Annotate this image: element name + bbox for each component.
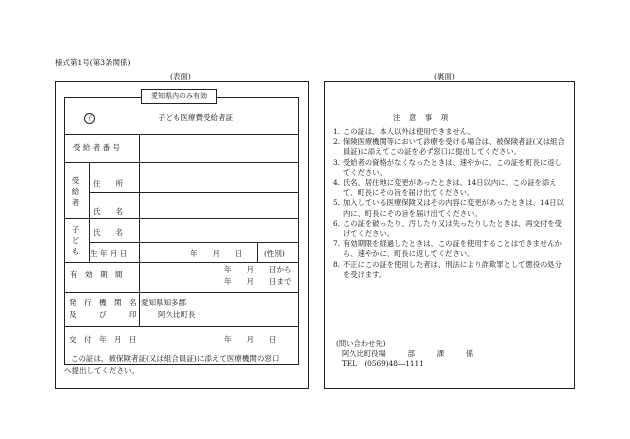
recipient-vertical-label: 受 給 者 bbox=[71, 176, 80, 207]
precaution-number: 8. bbox=[333, 259, 340, 269]
precaution-number: 2. bbox=[333, 137, 340, 147]
recipient-number-label: 受 給 者 番 号 bbox=[73, 143, 121, 152]
precaution-item bbox=[333, 137, 569, 157]
back-side-caption: (裏面) bbox=[434, 72, 455, 81]
inquiry-tel: TEL (0569)48―1111 bbox=[342, 359, 424, 369]
precaution-text: 加入している医療保険又はその内容に変更があったときは、14日以内に、町長にその旨を届け出てください。 bbox=[343, 198, 564, 218]
precaution-text: この証は、本人以外は使用できません。 bbox=[343, 127, 475, 136]
footer-note-line2: へ提出してください。 bbox=[64, 366, 139, 375]
child-name-label: 氏 名 bbox=[93, 228, 123, 237]
precautions-list bbox=[333, 127, 569, 280]
valid-in-aichi-only-tag: 愛知県内のみ有効 bbox=[141, 89, 217, 104]
validity-from: 年 月 日から bbox=[224, 265, 292, 274]
child-mark-icon: 子 bbox=[84, 113, 95, 124]
issuer-line2: 阿久比町長 bbox=[158, 310, 196, 319]
precaution-text: 氏名、居住地に変更があったときは、14日以内に、この証を添えて、町長にその旨を届け出てください。 bbox=[343, 178, 557, 198]
issue-date-label: 交 付 年 月 日 bbox=[69, 335, 137, 344]
precaution-number: 7. bbox=[333, 239, 340, 249]
precaution-text: 有効期限を経過したときは、この証を使用することはできませんから、速やかに、町長に返してください。 bbox=[343, 239, 562, 259]
precaution-number: 1. bbox=[333, 127, 340, 136]
precaution-item bbox=[333, 178, 569, 198]
front-side-caption: (表面) bbox=[170, 72, 191, 81]
precaution-number: 6. bbox=[333, 218, 340, 228]
inquiry-block bbox=[336, 339, 473, 370]
inquiry-label: (問い合わせ先) bbox=[336, 339, 386, 348]
birthdate-label: 生 年 月 日 bbox=[90, 249, 128, 258]
footer-note-line1: この証は、被保険者証(又は組合員証)に添えて医療機関の窓口 bbox=[71, 354, 280, 363]
precaution-item bbox=[333, 239, 569, 259]
issuer-label-line1: 発 行 機 関 名 bbox=[69, 298, 137, 307]
recipient-name-label: 氏 名 bbox=[93, 207, 123, 216]
precaution-item bbox=[333, 198, 569, 218]
issue-date-value: 年 月 日 bbox=[224, 335, 277, 344]
issuer-label-line2: 及 び 印 bbox=[69, 310, 137, 319]
precaution-number: 4. bbox=[333, 178, 340, 188]
precaution-number: 5. bbox=[333, 198, 340, 208]
precaution-text: 保険医療機関等において診療を受ける場合は、被保険者証(又は組合員証)に添えてこの証を必ず窓口に提出してください。 bbox=[343, 137, 565, 157]
precaution-item bbox=[333, 127, 569, 137]
child-vertical-label: 子 ど も bbox=[71, 225, 80, 256]
precaution-text: この証を破ったり、汚したり又は失ったりしたときは、再交付を受けてください。 bbox=[343, 218, 562, 239]
precaution-item bbox=[333, 158, 569, 178]
validity-period-label: 有 効 期 間 bbox=[70, 270, 123, 279]
form-number-label: 様式第1号(第3条関係) bbox=[55, 58, 131, 67]
inquiry-office: 阿久比町役場 部 課 係 bbox=[342, 349, 474, 359]
birthdate-value: 年 月 日 bbox=[190, 249, 243, 258]
precautions-title: 注 意 事 項 bbox=[393, 113, 452, 122]
address-label: 住 所 bbox=[93, 179, 123, 188]
card-title: 子ども医療費受給者証 bbox=[158, 113, 233, 122]
precaution-item bbox=[333, 219, 569, 239]
precaution-item bbox=[333, 260, 569, 280]
issuer-line1: 愛知県知多郡 bbox=[141, 298, 186, 307]
precaution-text: 受給者の資格がなくなったときは、速やかに、この証を町長に返してください。 bbox=[343, 157, 562, 177]
precaution-number: 3. bbox=[333, 157, 340, 167]
validity-to: 年 月 日まで bbox=[224, 277, 292, 286]
precaution-text: 不正にこの証を使用した者は、刑法により詐欺罪として懲役の処分を受けます。 bbox=[343, 259, 562, 279]
gender-label: (性別) bbox=[264, 249, 285, 258]
